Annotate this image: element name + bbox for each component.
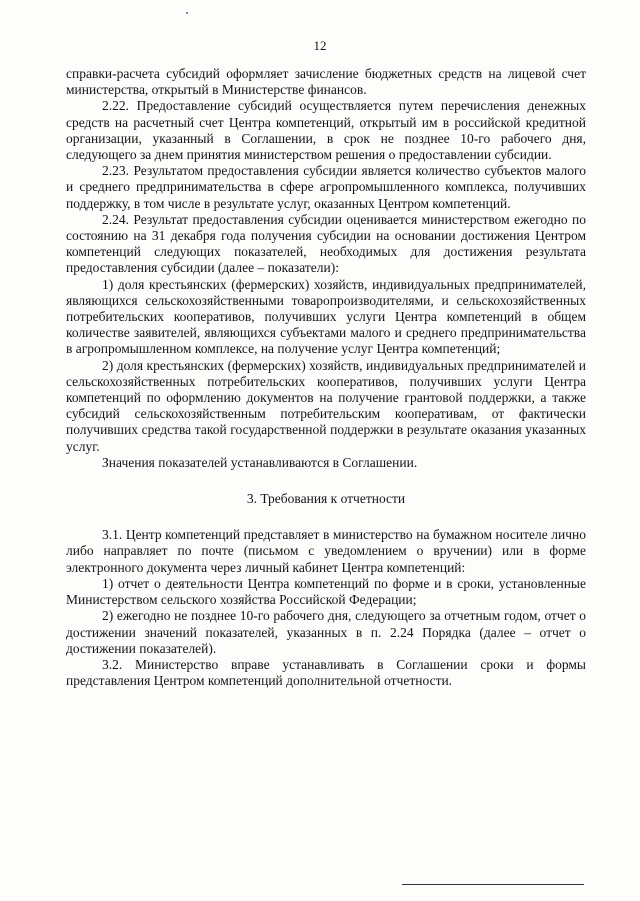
- indicator-item-1: 1) доля крестьянских (фермерских) хозяйств, индивидуальных предпринимателей, являющихся сельскохозяйственными товаропроизводителями, и сельскохозяйственных потребительских кооперативов, получивших услуги Центра компетенций в общем количестве заявителей, являющихся субъектами малого и среднего предпринимательства в агропромышленном комплексе, на получение услуг Центра компетенций;: [66, 276, 586, 357]
- paragraph-2-22: 2.22. Предоставление субсидий осуществляется путем перечисления денежных средств на расчетный счет Центра компетенций, открытый им в российской кредитной организации, указанный в Соглашении, в срок не позднее 10-го рабочего дня, следующего за днем принятия министерством решения о предоставлении субсидии.: [66, 98, 586, 163]
- report-item-1: 1) отчет о деятельности Центра компетенций по форме и в сроки, установленные Министерством сельского хозяйства Российской Федерации;: [66, 575, 586, 608]
- paragraph-2-24: 2.24. Результат предоставления субсидии оценивается министерством ежегодно по состоянию на 31 декабря года получения субсидии на основании достижения Центром компетенций следующих показателей, необходимых для достижения результата предоставления субсидии (далее – показатели):: [66, 211, 586, 276]
- paragraph-2-23: 2.23. Результатом предоставления субсидии является количество субъектов малого и среднего предпринимательства в сфере агропромышленного комплекса, получивших поддержку, в том числе в результате услуг, оказанных Центром компетенций.: [66, 163, 586, 211]
- bottom-rule: [402, 884, 584, 885]
- section-heading: 3. Требования к отчетности: [246, 491, 406, 507]
- paragraph-3-1: 3.1. Центр компетенций представляет в министерство на бумажном носителе лично либо направляет по почте (письмом с уведомлением о вручении) или в форме электронного документа через личный кабинет Центра компетенций:: [66, 527, 586, 575]
- report-item-2: 2) ежегодно не позднее 10-го рабочего дня, следующего за отчетным годом, отчет о достижении значений показателей, указанных в п. 2.24 Порядка (далее – отчет о достижении показателей).: [66, 608, 586, 656]
- document-body: [66, 66, 586, 689]
- page-number: 12: [313, 38, 327, 53]
- paragraph-continuation: справки-расчета субсидий оформляет зачисление бюджетных средств на лицевой счет министерства, открытый в Министерстве финансов.: [66, 66, 586, 98]
- scan-artifact: [186, 12, 188, 14]
- indicator-values-note: Значения показателей устанавливаются в Соглашении.: [102, 454, 418, 470]
- indicator-item-2: 2) доля крестьянских (фермерских) хозяйств, индивидуальных предпринимателей и сельскохозяйственных потребительских кооперативов, получивших услуги Центра компетенций по оформлению документов на получение грантовой поддержки, а также субсидий сельскохозяйственным потребительским кооперативам, от фактически получивших средства такой государственной поддержки в результате оказания указанных услуг.: [66, 357, 586, 454]
- paragraph-3-2: 3.2. Министерство вправе устанавливать в Соглашении сроки и формы представления Центром компетенций дополнительной отчетности.: [66, 656, 586, 689]
